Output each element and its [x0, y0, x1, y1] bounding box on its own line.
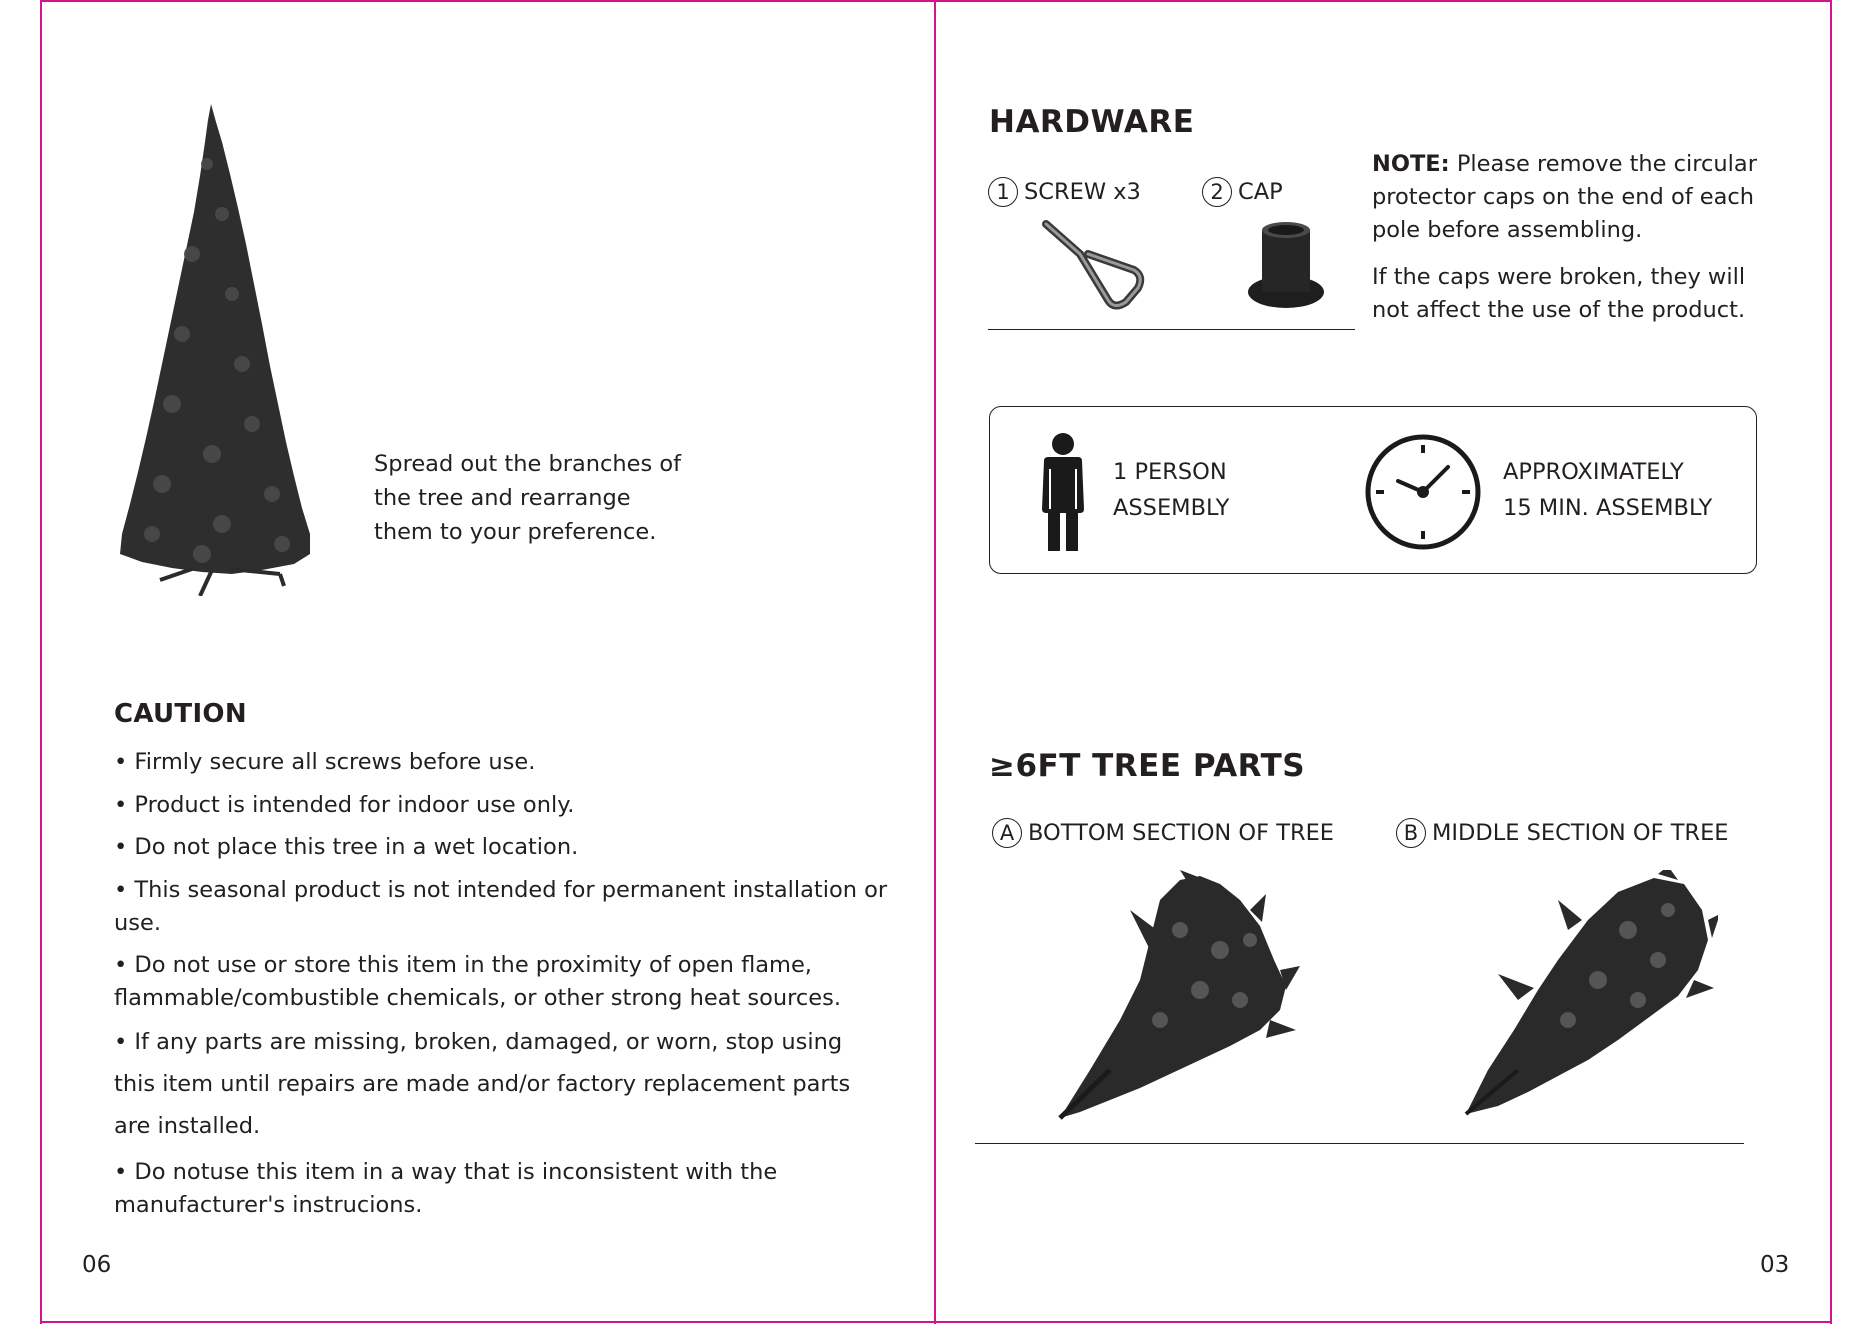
hardware-title: HARDWARE	[989, 104, 1195, 140]
marker-2: 2	[1202, 177, 1232, 207]
screw-label: SCREW x3	[1024, 179, 1141, 205]
clock-icon	[1364, 433, 1482, 551]
caution-item-3: • Do not place this tree in a wet location.	[114, 834, 579, 860]
marker-1: 1	[988, 177, 1018, 207]
tree-parts-rule	[975, 1143, 1744, 1144]
person-assembly-text	[1113, 454, 1229, 526]
tree-parts-title: ≥6FT TREE PARTS	[989, 748, 1306, 784]
middle-section-image	[1458, 870, 1718, 1116]
frame-left	[40, 0, 42, 1324]
caution-item-2: • Product is intended for indoor use only.	[114, 791, 575, 818]
hardware-item-screw	[988, 177, 1141, 207]
hardware-rule	[988, 329, 1355, 330]
part-b-label: MIDDLE SECTION OF TREE	[1432, 820, 1729, 846]
caution-item-5: • Do not use or store this item in the proximity of open flame, flammable/combustible chemicals, or other strong heat sources.	[114, 952, 842, 1011]
page-number-right: 03	[1760, 1252, 1790, 1278]
marker-b: B	[1396, 818, 1426, 848]
frame-fold	[934, 0, 936, 1324]
spread-line-3: them to your preference.	[374, 519, 657, 545]
screw-icon	[1040, 218, 1146, 314]
marker-a: A	[992, 818, 1022, 848]
note-paragraph-2: If the caps were broken, they will not affect the use of the product.	[1372, 264, 1746, 323]
note-paragraph	[1372, 148, 1772, 247]
hardware-item-cap	[1202, 177, 1283, 207]
person-line-2: ASSEMBLY	[1113, 495, 1230, 521]
caution-item-1: • Firmly secure all screws before use.	[114, 749, 536, 775]
tree-part-a	[992, 818, 1334, 848]
cap-label: CAP	[1238, 179, 1283, 205]
note-text: Please remove the circular protector caps on the end of each pole before assembling.	[1372, 151, 1757, 243]
frame-top	[40, 0, 1832, 2]
person-line-1: 1 PERSON	[1113, 459, 1227, 485]
cap-icon	[1246, 220, 1326, 314]
time-assembly-text	[1503, 454, 1712, 526]
note-label: NOTE:	[1372, 151, 1450, 177]
slim-tree-image	[112, 104, 322, 596]
time-line-1: APPROXIMATELY	[1503, 459, 1684, 485]
bottom-section-image	[1050, 870, 1300, 1120]
tree-part-b	[1396, 818, 1729, 848]
frame-bottom	[40, 1321, 1832, 1323]
time-line-2: 15 MIN. ASSEMBLY	[1503, 495, 1713, 521]
caution-item-7: • Do notuse this item in a way that is inconsistent with the manufacturer's instrucions.	[114, 1159, 778, 1218]
hardware-note	[1372, 148, 1772, 327]
spread-branches-text	[374, 447, 681, 549]
person-icon	[1038, 433, 1088, 553]
caution-item-6: • If any parts are missing, broken, damaged, or worn, stop using this item until repairs are made and/or factory replacement parts are installed.	[114, 1028, 851, 1139]
spread-line-2: the tree and rearrange	[374, 485, 631, 511]
spread-line-1: Spread out the branches of	[374, 451, 682, 477]
caution-title: CAUTION	[114, 699, 247, 729]
page-number-left: 06	[82, 1252, 112, 1278]
caution-list	[114, 746, 894, 1232]
part-a-label: BOTTOM SECTION OF TREE	[1028, 820, 1335, 846]
caution-item-4: • This seasonal product is not intended for permanent installation or use.	[114, 876, 888, 936]
assembly-info-box	[989, 406, 1757, 574]
frame-right	[1830, 0, 1832, 1324]
